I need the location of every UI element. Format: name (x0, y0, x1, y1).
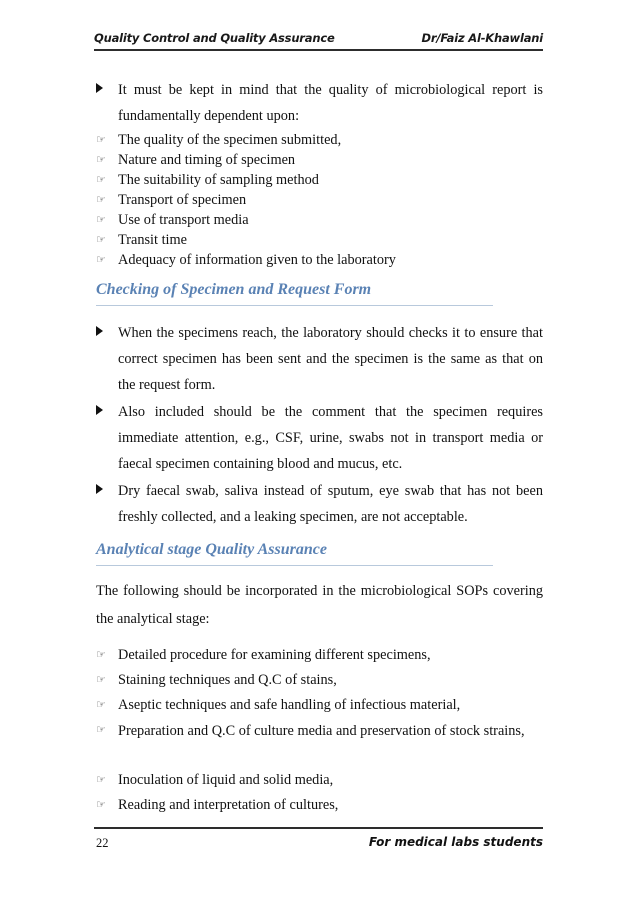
page-header (94, 31, 543, 51)
pointing-hand-icon: ☞ (96, 698, 106, 711)
checklist-item-text: Inoculation of liquid and solid media, (118, 772, 334, 788)
checklist-item-text: Reading and interpretation of cultures, (118, 797, 339, 813)
pointing-hand-icon: ☞ (96, 648, 106, 661)
checklist-item-text: Staining techniques and Q.C of stains, (118, 672, 337, 688)
pointing-hand-icon: ☞ (96, 213, 106, 226)
pointing-hand-icon: ☞ (96, 673, 106, 686)
checklist-item-text: Use of transport media (118, 212, 249, 228)
pointing-hand-icon: ☞ (96, 798, 106, 811)
bullet-text: Also included should be the comment that the specimen requires immediate attention, e.g., CSF, urine, swabs not in transport media or faecal specimen containing blood and mucus, etc. (118, 404, 543, 472)
pointing-hand-icon: ☞ (96, 723, 106, 736)
page-number: 22 (96, 836, 109, 850)
pointing-hand-icon: ☞ (96, 253, 106, 266)
pointing-hand-icon: ☞ (96, 133, 106, 146)
checklist-item-text: Adequacy of information given to the laboratory (118, 252, 396, 268)
checklist-item-text: Preparation and Q.C of culture media and preservation of stock strains, (118, 723, 525, 739)
triangle-bullet-icon (96, 83, 103, 93)
section-heading: Analytical stage Quality Assurance (96, 541, 493, 566)
pointing-hand-icon: ☞ (96, 773, 106, 786)
bullet-text: It must be kept in mind that the quality of microbiological report is fundamentally dependent upon: (118, 82, 543, 124)
checklist-item-text: Transit time (118, 232, 187, 248)
pointing-hand-icon: ☞ (96, 233, 106, 246)
footer-note: For medical labs students (368, 835, 543, 849)
triangle-bullet-icon (96, 405, 103, 415)
page-footer (94, 827, 543, 849)
pointing-hand-icon: ☞ (96, 153, 106, 166)
header-author: Dr/Faiz Al-Khawlani (421, 31, 543, 45)
checklist-item-text: Aseptic techniques and safe handling of infectious material, (118, 697, 461, 713)
header-title: Quality Control and Quality Assurance (94, 31, 335, 45)
checklist-item-text: The suitability of sampling method (118, 172, 319, 188)
checklist-item-text: Detailed procedure for examining different specimens, (118, 647, 431, 663)
pointing-hand-icon: ☞ (96, 193, 106, 206)
section-heading: Checking of Specimen and Request Form (96, 281, 493, 306)
bullet-text: When the specimens reach, the laboratory should checks it to ensure that correct specimen has been sent and the specimen is the same as that on the request form. (118, 325, 543, 393)
checklist-item-text: The quality of the specimen submitted, (118, 132, 342, 148)
triangle-bullet-icon (96, 326, 103, 336)
triangle-bullet-icon (96, 484, 103, 494)
pointing-hand-icon: ☞ (96, 173, 106, 186)
section-intro: The following should be incorporated in the microbiological SOPs covering the analytical stage: (96, 583, 543, 627)
checklist-item-text: Transport of specimen (118, 192, 247, 208)
checklist-item-text: Nature and timing of specimen (118, 152, 296, 168)
bullet-text: Dry faecal swab, saliva instead of sputum, eye swab that has not been freshly collected, and a leaking specimen, are not acceptable. (118, 483, 543, 525)
